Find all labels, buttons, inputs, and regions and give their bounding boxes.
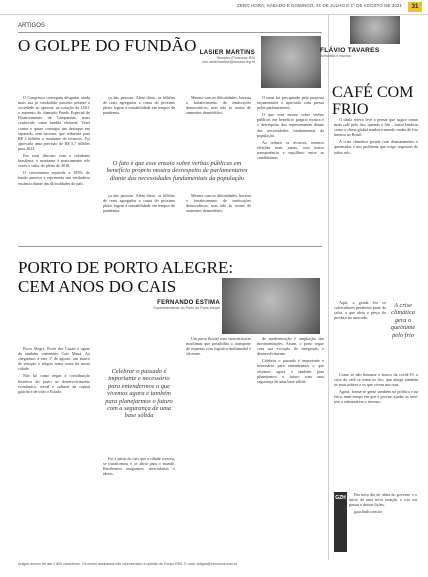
article1-author-email[interactable]: sen.lasiermartins@senado.leg.br [202,60,255,64]
gzh-logo [334,492,347,552]
article1-paragraph: O crescimento equivale a 185% do fundo anterior e representa um verdadeiro escárnio diante das dificuldades do país. [18,170,90,186]
article1-paragraph: Mesmo com as dificuldades, haveria o fortalecimento de instituições democráticas, mas não às custas de aumentos desmedidos. [186,193,251,214]
article2-column-3 [186,336,251,536]
article1-author-photo [261,36,321,88]
article1-paragraph: O Congresso conseguiu desgastar ainda mais sua já combalida conceito perante a sociedade ao aprovar, na votação da LDO, o aumento do chamado Fundo Especial de Financiamento de Campanhas, mais conhecido como fundão eleitoral. Votei contra e quase consegui um destaque em separado, sem sucesso, que reduziria para R$ 2 bilhões o montante de recursos. Foi aprovada uma previsão de R$ 5,7 bilhões para 2022. [18,95,90,151]
article2-column-4 [257,336,324,536]
article1-pull-quote: O fato é que esse ensaio sobre verbas públicas em benefício próprio mostra desrespeito de parlamentares diante das necessidades fundamentais da população [106,160,248,182]
article2-title: PORTO DE PORTO ALEGRE: CEM ANOS DO CAIS [18,258,234,296]
article2-paragraph: Não há como negar a contribuição histórica do porto ao desenvolvimento econômico, social e cultural da capital gaúcha e de todo o Estado. [18,373,90,394]
section-divider [18,32,322,33]
article1-column-2b [103,193,175,241]
article2-paragraph: Celebrar o passado é importante e necessário para entendermos o que vivemos agora e também para planejarmos o futuro com uma segurança de uma base sólida. [257,358,324,384]
article3-author-role: Jornalista e escritor [320,54,352,58]
article2-paragraph: Porto Alegre, Porto dos Casais e agora do também centenário Cais Mauá. Ao chegarmos a este 1º de agosto, um marco de emoção e alegria toma conta da nossa cidade. [18,346,90,372]
article3-byline [320,47,412,58]
gzh-logo-text: GZH [335,495,346,501]
article3-paragraph: Agora, forma-se gente também na política e na ética, num tempo em que é preciso ajudar os sem-teto a enfrentarem o inverno. [334,389,418,405]
article2-column-2 [103,456,175,536]
article3-paragraph: Aqui, a geada fez os cafeicultores perderem parte da safra, o que afeta o preço do produto no mercado. [334,300,386,321]
article-divider [18,246,322,247]
article1-column-4 [257,95,324,241]
article2-author-photo [222,278,320,334]
article3-paragraph: A crise climática gerada com desmatamento e queimadas é um problema que exige respostas de todos nós. [334,139,418,155]
article1-paragraph: ça das pessoas. Além disso, os bilhões de reais agregados a conta do próximo pleito fogem à razoabilidade em tempos de pandemia. [103,193,175,214]
article3-column-1 [334,117,418,293]
article3-column-3 [334,372,418,487]
article2-pull-quote: Celebrar o passado é importante e necessário para entendermos o que vivemos agora e também para planejarmos o futuro com a segurança de uma base sólida [105,368,173,420]
article2-paragraph: Foi a partir do cais que a cidade cresceu, se transformou e se abriu para o mundo. Recebemos imigrantes, mercadorias e ideias. [103,456,175,477]
article1-paragraph: Mesmo com as dificuldades, haveria o fortalecimento de instituições democráticas, mas não às custas de aumentos desmedidos. [186,95,251,116]
article1-paragraph: O tema foi precipitado pela proposta orçamentária e aprovado com pressa pelos parlamentares. [257,95,324,111]
article1-paragraph: Em total descaso com a cidadania brasileira, o montante é praticamente três vezes o valor do pleito de 2018. [18,153,90,169]
article3-pull-quote: A crise climática gera o queixume pelo frio [390,302,416,339]
article1-column-2 [103,95,175,159]
article1-column-1 [18,95,90,241]
article1-column-3 [186,95,251,159]
article3-column-4 [349,492,417,552]
article2-paragraph: de modernização e ampliação das movimentações. Assim, o porto segue com sua vocação de integração e desenvolvimento. [257,336,324,357]
article3-title: CAFÉ COM FRIO [332,84,414,118]
article2-author-role: Superintendente do Porto de Porto Alegre [153,306,220,310]
article1-byline [175,50,255,64]
article3-author-photo [350,16,400,44]
column-divider [328,14,329,560]
edition-line: ZERO HORA, SÁBADO E DOMINGO, 31 DE JULHO E 1º DE AGOSTO DE 2021 [237,3,402,8]
article1-paragraph: ça das pessoas. Além disso, os bilhões de reais agregados a conta do próximo pleito fogem à razoabilidade em tempos de pandemia. [103,95,175,116]
page-header [0,0,428,15]
article2-column-1 [18,346,90,536]
section-label: ARTIGOS [18,23,45,29]
article3-paragraph: Em novo dia de 'alma do governo' e o início de uma nova estação, o frio vai passar e deixar lições. [349,492,417,508]
article1-column-3b [186,193,251,241]
article2-byline [130,300,220,310]
page-number: 31 [408,2,422,12]
article2-author-name: FERNANDO ESTIMA [157,300,220,306]
article1-paragraph: O que esse ensaio sobre verbas públicas em benefício próprio mostra é o desrespeito dos representantes diante das necessidades fundamentais da população. [257,112,324,138]
article1-title: O GOLPE DO FUNDÃO [18,36,197,55]
article1-author-role: Senador (Podemos-RS) [216,56,255,60]
article2-paragraph: Um porto fluvial com características marítimas que possibilita o transporte de riquezas com logística multimodal e eficiente. [186,336,251,357]
article3-column-2 [334,300,386,370]
page-footer: Artigos devem ter até 2.800 caracteres. Os textos assinados não representam a opinião do Grupo RBS. E-mail: artigos@zerohora.com.br [18,562,238,566]
gzh-link[interactable]: gauchazh.com.br [354,509,382,515]
article3-paragraph: O título relevo leve a pensar que sugiro tomar mais café pelo frio, quando o fim – busca lembrar como o clima global mudou trazendo ondas de frio intenso ao Brasil. [334,117,418,138]
article1-paragraph: Ao reduzir os recursos, teremos eleições mais justas, com maior transparência e equilíbrio entre as candidaturas. [257,139,324,161]
article1-author-name: LASIER MARTINS [199,50,255,56]
article3-author-name: FLÁVIO TAVARES [320,47,380,54]
article3-paragraph: Como se não bastasse o horror da covid-19, a crise do café se soma ao frio, que atinge também os mais pobres e os que vivem nas ruas. [334,372,418,388]
